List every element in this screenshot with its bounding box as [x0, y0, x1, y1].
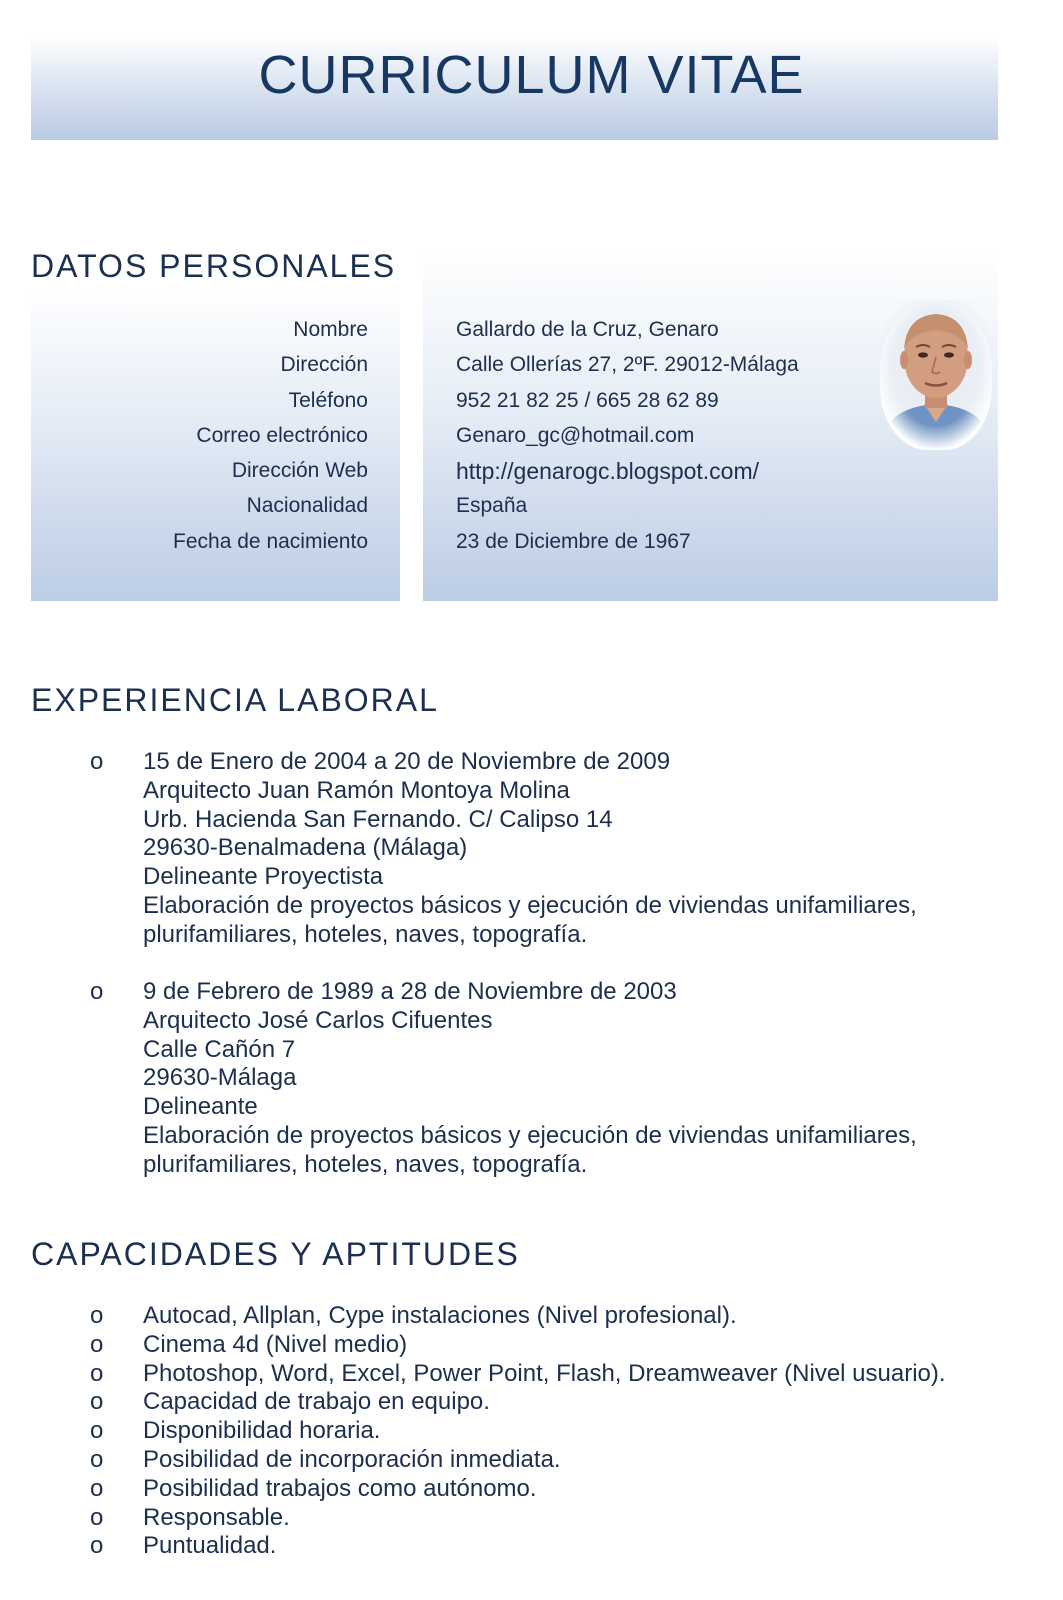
value-fecha-nacimiento: 23 de Diciembre de 1967 — [456, 529, 691, 553]
bullet-icon: o — [90, 1417, 104, 1445]
list-item — [0, 1417, 1063, 1446]
experience-address: Urb. Hacienda San Fernando. C/ Calipso 14 — [143, 805, 613, 833]
profile-photo-image — [880, 300, 992, 450]
section-heading-skills: CAPACIDADES Y APTITUDES — [31, 1236, 520, 1272]
experience-description: plurifamiliares, hoteles, naves, topografía. — [143, 1150, 588, 1178]
list-item — [0, 1302, 1063, 1331]
bullet-icon: o — [90, 1388, 104, 1416]
value-nombre: Gallardo de la Cruz, Genaro — [456, 318, 719, 341]
bullet-icon: o — [90, 978, 104, 1006]
label-correo: Correo electrónico — [196, 423, 368, 447]
experience-address: Calle Cañón 7 — [143, 1035, 296, 1063]
list-item — [0, 1388, 1063, 1417]
experience-city: 29630-Málaga — [143, 1064, 297, 1092]
list-item — [0, 1446, 1063, 1475]
list-item — [0, 1475, 1063, 1504]
skill-text: Disponibilidad horaria. — [143, 1417, 381, 1445]
experience-position: Delineante Proyectista — [143, 863, 384, 891]
experience-employer: Arquitecto José Carlos Cifuentes — [143, 1006, 493, 1034]
skills-list — [0, 1302, 1063, 1561]
label-web: Dirección Web — [231, 459, 368, 483]
experience-description: Elaboración de proyectos básicos y ejecución de viviendas unifamiliares, — [143, 1122, 917, 1150]
experience-item — [0, 978, 1063, 1180]
personal-labels — [31, 318, 368, 565]
label-nombre: Nombre — [293, 318, 368, 341]
bullet-icon: o — [90, 1302, 104, 1329]
skill-text: Autocad, Allplan, Cype instalaciones (Nivel profesional). — [143, 1302, 737, 1329]
page-title: CURRICULUM VITAE — [258, 45, 805, 105]
label-telefono: Teléfono — [288, 388, 368, 412]
experience-description: Elaboración de proyectos básicos y ejecución de viviendas unifamiliares, — [143, 891, 917, 919]
skill-text: Photoshop, Word, Excel, Power Point, Flash, Dreamweaver (Nivel usuario). — [143, 1359, 946, 1387]
label-fecha-nacimiento: Fecha de nacimiento — [173, 529, 368, 553]
value-web-link[interactable]: http://genarogc.blogspot.com/ — [456, 458, 760, 485]
profile-photo — [880, 300, 992, 450]
experience-description: plurifamiliares, hoteles, naves, topografía. — [143, 920, 588, 948]
bullet-icon: o — [90, 1330, 104, 1358]
section-heading-experience: EXPERIENCIA LABORAL — [31, 682, 439, 718]
skill-text: Posibilidad trabajos como autónomo. — [143, 1474, 537, 1502]
bullet-icon: o — [90, 1474, 104, 1502]
experience-city: 29630-Benalmadena (Málaga) — [143, 834, 468, 862]
skill-text: Cinema 4d (Nivel medio) — [143, 1330, 408, 1358]
list-item — [0, 1532, 1063, 1561]
experience-item — [0, 748, 1063, 950]
skill-text: Puntualidad. — [143, 1532, 277, 1560]
value-nacionalidad: España — [456, 494, 528, 518]
bullet-icon: o — [90, 1359, 104, 1387]
label-direccion: Dirección — [280, 353, 368, 377]
skill-text: Posibilidad de incorporación inmediata. — [143, 1445, 561, 1473]
bullet-icon: o — [90, 1503, 104, 1531]
bullet-icon: o — [90, 1532, 104, 1560]
skill-text: Capacidad de trabajo en equipo. — [143, 1388, 490, 1416]
bullet-icon: o — [90, 748, 104, 775]
experience-position: Delineante — [143, 1093, 258, 1121]
skill-text: Responsable. — [143, 1503, 290, 1531]
experience-employer: Arquitecto Juan Ramón Montoya Molina — [143, 776, 570, 804]
list-item — [0, 1331, 1063, 1360]
value-email[interactable]: Genaro_gc@hotmail.com — [456, 423, 695, 447]
list-item — [0, 1504, 1063, 1533]
section-heading-personal: DATOS PERSONALES — [31, 248, 397, 284]
experience-dates: 15 de Enero de 2004 a 20 de Noviembre de 2009 — [143, 748, 671, 775]
list-item — [0, 1360, 1063, 1389]
value-telefono: 952 21 82 25 / 665 28 62 89 — [456, 388, 719, 412]
label-nacionalidad: Nacionalidad — [246, 494, 368, 518]
bullet-icon: o — [90, 1445, 104, 1473]
personal-values — [456, 318, 799, 565]
experience-list — [0, 748, 1063, 1208]
value-direccion: Calle Ollerías 27, 2ºF. 29012-Málaga — [456, 353, 799, 377]
experience-dates: 9 de Febrero de 1989 a 28 de Noviembre de 2003 — [143, 978, 677, 1006]
